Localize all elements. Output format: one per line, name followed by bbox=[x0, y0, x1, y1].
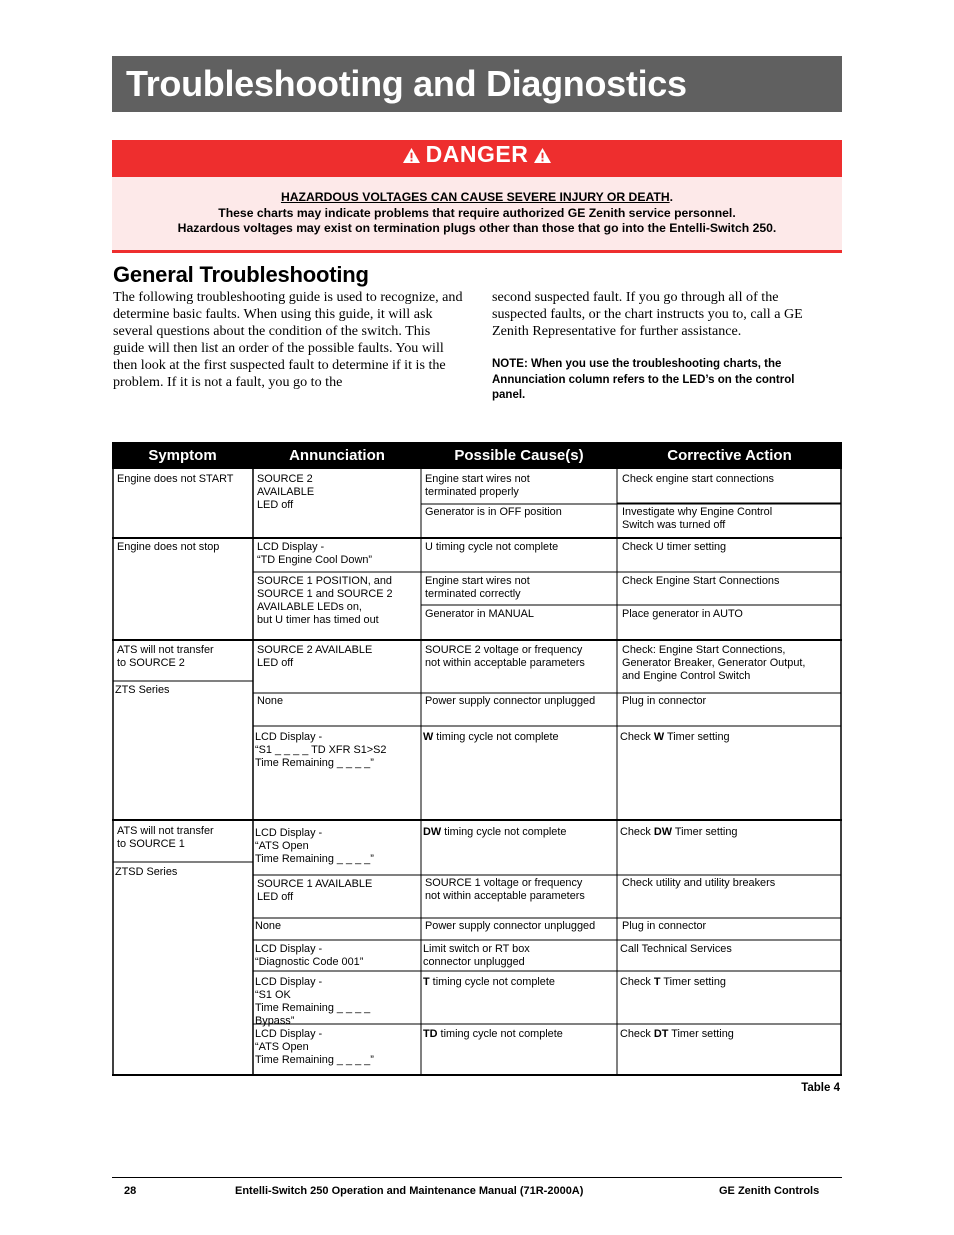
column-header-possible-causes: Possible Cause(s) bbox=[454, 447, 584, 464]
annunciation-cell: SOURCE 2 AVAILABLE LED off bbox=[257, 644, 373, 669]
action-text: Timer setting bbox=[660, 976, 726, 988]
cause-cell: SOURCE 1 voltage or frequency not within acceptable parameters bbox=[425, 877, 585, 902]
action-text: Check bbox=[620, 731, 654, 743]
annunciation-cell: LCD Display - “S1 OK Time Remaining _ _ _ _ Bypass” bbox=[255, 976, 371, 1027]
annunciation-cell: LCD Display - “S1 _ _ _ _ TD XFR S1>S2 Time Remaining _ _ _ _” bbox=[255, 731, 387, 769]
annunciation-cell: SOURCE 1 AVAILABLE LED off bbox=[257, 878, 373, 903]
footer-rule bbox=[112, 1177, 842, 1178]
action-cell: Call Technical Services bbox=[620, 943, 732, 955]
action-bold-code: DT bbox=[653, 1028, 669, 1040]
action-text: Check bbox=[620, 826, 654, 838]
cause-text: timing cycle not complete bbox=[441, 826, 567, 838]
page-number: 28 bbox=[124, 1185, 137, 1197]
action-bold-code: T bbox=[653, 976, 661, 988]
title-bar bbox=[112, 56, 842, 112]
table-caption: Table 4 bbox=[801, 1082, 840, 1094]
cause-cell bbox=[423, 1028, 563, 1041]
intro-paragraph-right: second suspected fault. If you go through all of the suspected faults, or the chart instructs you to, call a GE Zenith Representative for further assistance. bbox=[492, 289, 803, 339]
annunciation-cell: LCD Display - “ATS Open Time Remaining _ _ _ _” bbox=[255, 1028, 374, 1066]
action-bold-code: DW bbox=[653, 826, 673, 838]
action-cell: Check utility and utility breakers bbox=[622, 877, 776, 889]
cause-cell: Generator is in OFF position bbox=[425, 506, 562, 518]
symptom-cell: Engine does not stop bbox=[117, 541, 220, 553]
action-text: Check bbox=[620, 976, 654, 988]
action-text: Check bbox=[620, 1028, 654, 1040]
annunciation-cell: LCD Display - “TD Engine Cool Down” bbox=[257, 541, 373, 566]
action-cell: Plug in connector bbox=[622, 695, 707, 707]
page-title: Troubleshooting and Diagnostics bbox=[126, 63, 687, 104]
annunciation-cell: LCD Display - “ATS Open Time Remaining _ _ _ _” bbox=[255, 827, 374, 865]
series-label: ZTS Series bbox=[115, 684, 170, 696]
action-cell: Check U timer setting bbox=[622, 541, 727, 553]
note-text: NOTE: When you use the troubleshooting charts, the Annunciation column refers to the LED’s on the control panel. bbox=[492, 358, 795, 401]
cause-cell: SOURCE 2 voltage or frequency not within acceptable parameters bbox=[425, 644, 585, 669]
symptom-cell: ATS will not transfer to SOURCE 1 bbox=[117, 825, 214, 850]
action-cell bbox=[620, 1028, 734, 1041]
column-header-symptom: Symptom bbox=[148, 447, 217, 464]
danger-line-1: HAZARDOUS VOLTAGES CAN CAUSE SEVERE INJURY OR DEATH bbox=[280, 190, 670, 204]
cause-text: timing cycle not complete bbox=[429, 976, 555, 988]
action-cell: Place generator in AUTO bbox=[622, 608, 743, 620]
intro-paragraph-left: The following troubleshooting guide is used to recognize, and determine basic faults. When using this guide, it will ask several questions about the condition of the switch. This guide will then list an order of the possible faults. You will then look at the first suspected fault to determine if it is the problem. If it is not a fault, you go to the bbox=[113, 289, 463, 390]
cause-bold-code: TD bbox=[423, 1028, 438, 1040]
action-cell: Check: Engine Start Connections, Generator Breaker, Generator Output, and Engine Control Switch bbox=[622, 644, 806, 682]
action-text: Timer setting bbox=[672, 826, 738, 838]
action-cell bbox=[620, 826, 737, 839]
cause-cell bbox=[423, 826, 566, 839]
action-text: Timer setting bbox=[668, 1028, 734, 1040]
cause-bold-code: W bbox=[423, 731, 434, 743]
annunciation-cell: SOURCE 1 POSITION, and SOURCE 1 and SOURCE 2 AVAILABLE LEDs on, but U timer has timed out bbox=[257, 575, 393, 626]
cause-text: timing cycle not complete bbox=[437, 1028, 563, 1040]
cause-cell: Engine start wires not terminated correctly bbox=[425, 575, 530, 600]
symptom-cell: ATS will not transfer to SOURCE 2 bbox=[117, 644, 214, 669]
column-header-annunciation: Annunciation bbox=[289, 447, 385, 464]
annunciation-cell: LCD Display - “Diagnostic Code 001” bbox=[255, 943, 364, 968]
cause-bold-code: T bbox=[423, 976, 430, 988]
cause-bold-code: DW bbox=[423, 826, 442, 838]
cause-cell: Generator in MANUAL bbox=[425, 608, 534, 620]
danger-line-1-suffix: . bbox=[669, 190, 674, 204]
danger-message bbox=[112, 177, 842, 253]
action-cell: Check Engine Start Connections bbox=[622, 575, 780, 587]
series-label: ZTSD Series bbox=[115, 866, 178, 878]
danger-line-2: These charts may indicate problems that require authorized GE Zenith service personnel. bbox=[218, 205, 736, 220]
danger-label: DANGER bbox=[425, 141, 529, 167]
cause-cell: Limit switch or RT box connector unplugged bbox=[423, 943, 530, 968]
action-cell: Check engine start connections bbox=[622, 473, 774, 485]
action-cell bbox=[620, 731, 730, 744]
action-cell bbox=[620, 976, 726, 989]
cause-cell: Power supply connector unplugged bbox=[425, 695, 596, 707]
section-heading: General Troubleshooting bbox=[113, 262, 369, 287]
cause-cell: U timing cycle not complete bbox=[425, 541, 559, 553]
cause-cell bbox=[423, 976, 555, 989]
manual-title: Entelli-Switch 250 Operation and Maintenance Manual (71R-2000A) bbox=[235, 1185, 584, 1197]
cause-text: timing cycle not complete bbox=[433, 731, 559, 743]
annunciation-cell: None bbox=[257, 695, 284, 707]
action-bold-code: W bbox=[653, 731, 665, 743]
action-cell: Investigate why Engine Control Switch was turned off bbox=[622, 506, 773, 531]
troubleshooting-table bbox=[112, 442, 842, 1076]
cause-cell: Engine start wires not terminated properly bbox=[425, 473, 530, 498]
warning-triangle-icon bbox=[533, 147, 552, 164]
symptom-cell: Engine does not START bbox=[117, 473, 234, 485]
company-name: GE Zenith Controls bbox=[719, 1185, 820, 1197]
action-text: Timer setting bbox=[664, 731, 730, 743]
danger-banner bbox=[112, 140, 842, 177]
warning-triangle-icon bbox=[402, 147, 421, 164]
annunciation-cell: SOURCE 2 AVAILABLE LED off bbox=[257, 473, 315, 511]
cause-cell bbox=[423, 731, 559, 744]
annunciation-cell: None bbox=[255, 920, 282, 932]
cause-cell: Power supply connector unplugged bbox=[425, 920, 596, 932]
action-cell: Plug in connector bbox=[622, 920, 707, 932]
danger-line-3: Hazardous voltages may exist on termination plugs other than those that go into the Entelli-Switch 250. bbox=[177, 221, 777, 235]
column-header-corrective-action: Corrective Action bbox=[667, 447, 792, 464]
